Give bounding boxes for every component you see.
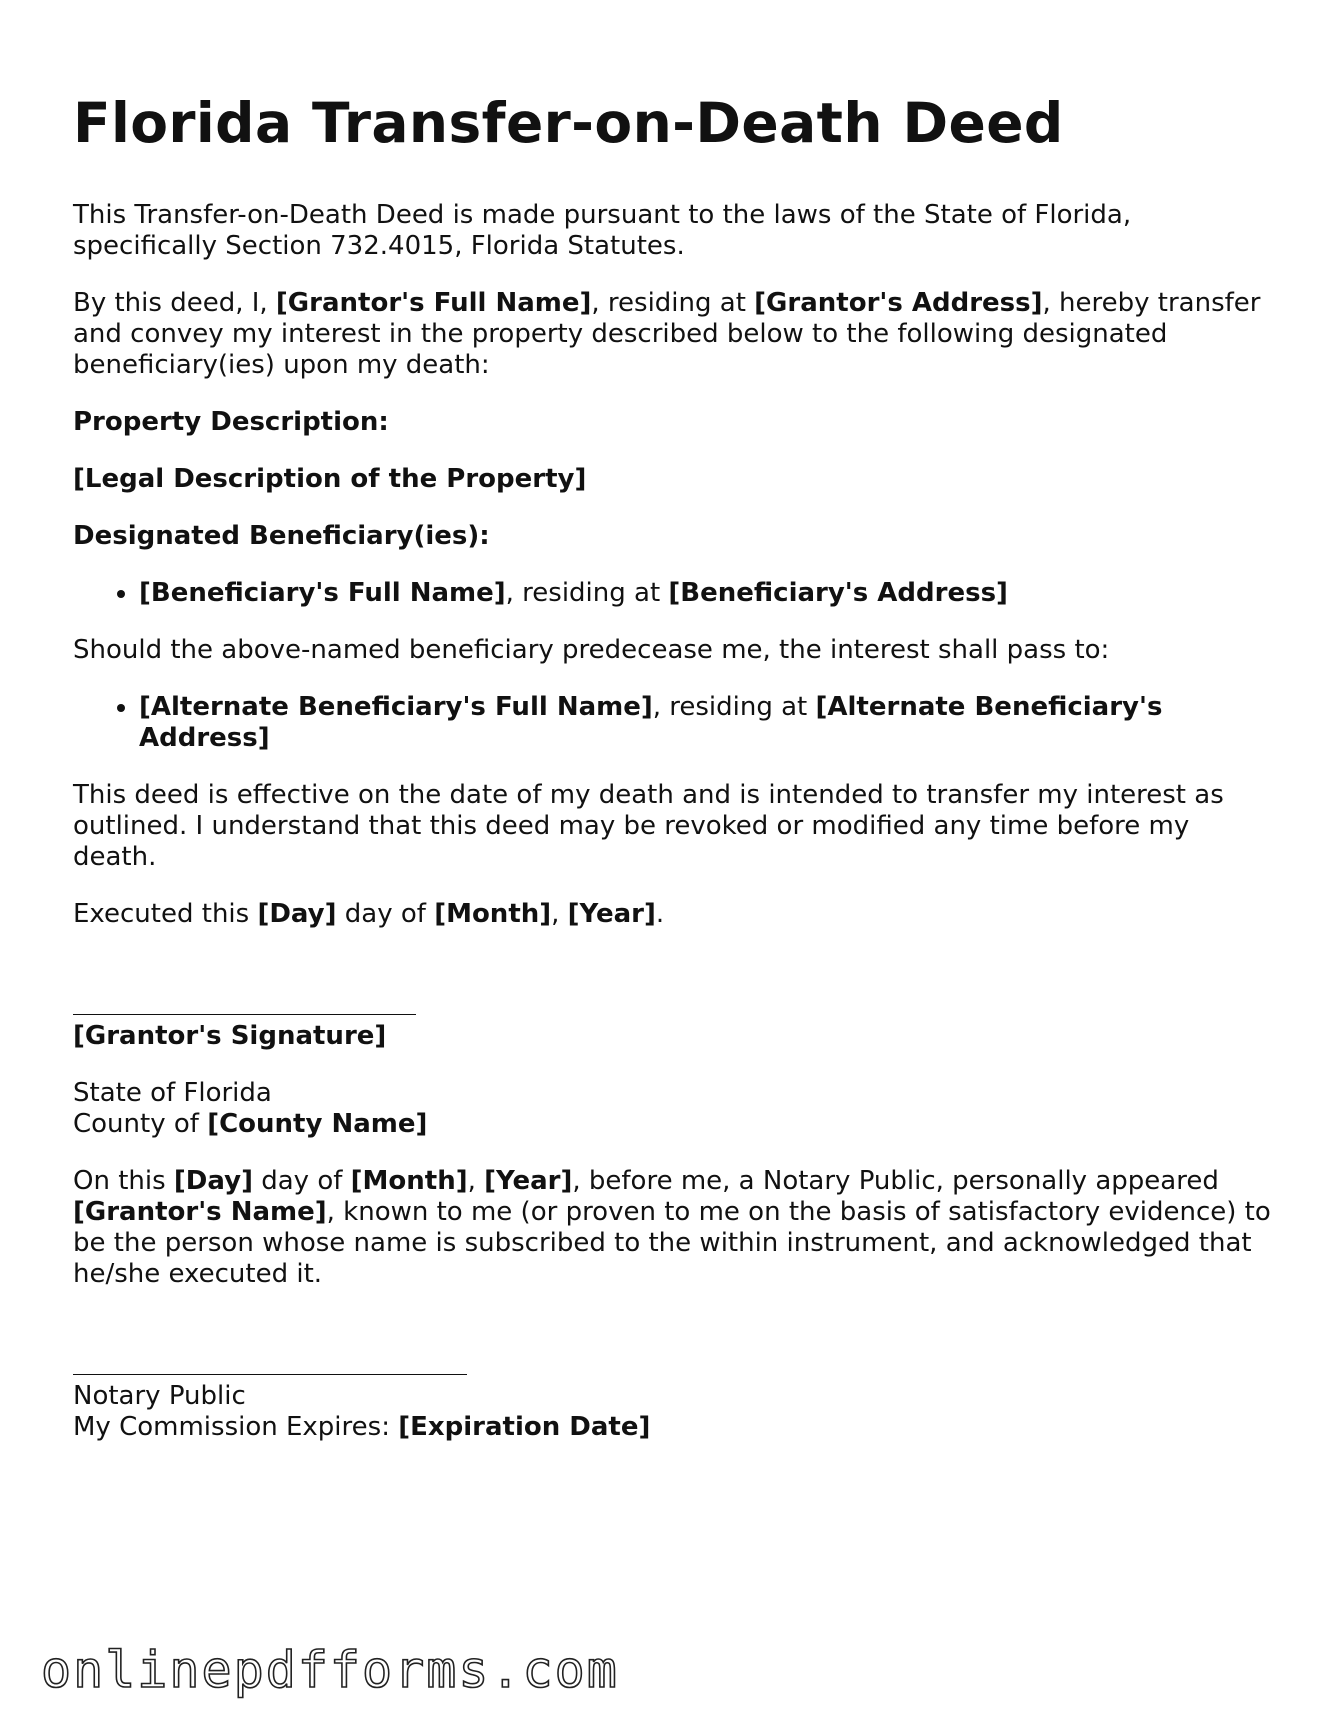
deed-document (73, 88, 1273, 1469)
spacer (73, 1316, 1273, 1350)
execution-month-field: [Month] (434, 899, 552, 929)
property-heading: Property Description: (73, 407, 389, 437)
legal-description-field: [Legal Description of the Property] (73, 464, 587, 494)
alternate-beneficiary-address-field: [Alternate Beneficiary's Address] (139, 692, 1163, 753)
grantor-signature-label: [Grantor's Signature] (73, 1021, 387, 1051)
venue-block: State of Florida County of [County Name] (73, 1078, 428, 1139)
notary-title: Notary Public (73, 1381, 246, 1411)
conveyance-mid: , residing at (591, 288, 755, 318)
venue-state: State of Florida (73, 1078, 272, 1108)
notary-signature-line (73, 1350, 1273, 1381)
ack-year-field: [Year] (484, 1166, 573, 1196)
execution-line: Executed this [Day] day of [Month], [Year]. (73, 899, 665, 929)
expiration-date-field: [Expiration Date] (398, 1412, 651, 1442)
execution-day-field: [Day] (257, 899, 337, 929)
alternate-beneficiary-list (73, 692, 1273, 754)
watermark-logo: onlinepdfforms.com (41, 1641, 619, 1699)
document-title: Florida Transfer-on-Death Deed (73, 91, 1064, 155)
conveyance-prefix: By this deed, I, (73, 288, 276, 318)
alternate-intro: Should the above-named beneficiary predecease me, the interest shall pass to: (73, 635, 1110, 665)
beneficiaries-heading: Designated Beneficiary(ies): (73, 521, 490, 551)
beneficiary-name-field: [Beneficiary's Full Name] (139, 578, 506, 608)
ack-grantor-name-field: [Grantor's Name] (73, 1197, 327, 1227)
list-item: • [Beneficiary's Full Name], residing at [Beneficiary's Address] (139, 578, 1273, 609)
grantor-signature-block (73, 990, 1273, 1052)
grantor-address-field: [Grantor's Address] (754, 288, 1043, 318)
execution-year-field: [Year] (567, 899, 656, 929)
acknowledgment-paragraph: On this [Day] day of [Month], [Year], before me, a Notary Public, personally appeared [Grantor's Name], known to me (or proven to me on the basis of satisfactory evidence) to be the person whose name is subscribed to the within instrument, and acknowledged that he/she executed it. (73, 1166, 1271, 1289)
ack-month-field: [Month] (350, 1166, 468, 1196)
primary-beneficiary-list (73, 578, 1273, 609)
notary-block: Notary Public My Commission Expires: [Expiration Date] (73, 1350, 1273, 1443)
intro-paragraph: This Transfer-on-Death Deed is made pursuant to the laws of the State of Florida, specifically Section 732.4015, Florida Statutes. (73, 200, 1132, 261)
county-name-field: [County Name] (207, 1109, 428, 1139)
list-item: • [Alternate Beneficiary's Full Name], residing at [Alternate Beneficiary's Address] (139, 692, 1273, 754)
ack-day-field: [Day] (173, 1166, 253, 1196)
grantor-name-field: [Grantor's Full Name] (275, 288, 592, 318)
alternate-beneficiary-name-field: [Alternate Beneficiary's Full Name] (139, 692, 653, 722)
beneficiary-address-field: [Beneficiary's Address] (668, 578, 1008, 608)
grantor-signature-line (73, 990, 1273, 1021)
effective-clause: This deed is effective on the date of my death and is intended to transfer my interest as outlined. I understand that this deed may be revoked or modified any time before my death. (73, 780, 1224, 872)
conveyance-suffix: , hereby transfer and convey my interest in the property described below to the following designated beneficiary(ies) upon my death: (73, 288, 1261, 380)
conveyance-paragraph (73, 288, 1273, 381)
spacer (73, 956, 1273, 990)
